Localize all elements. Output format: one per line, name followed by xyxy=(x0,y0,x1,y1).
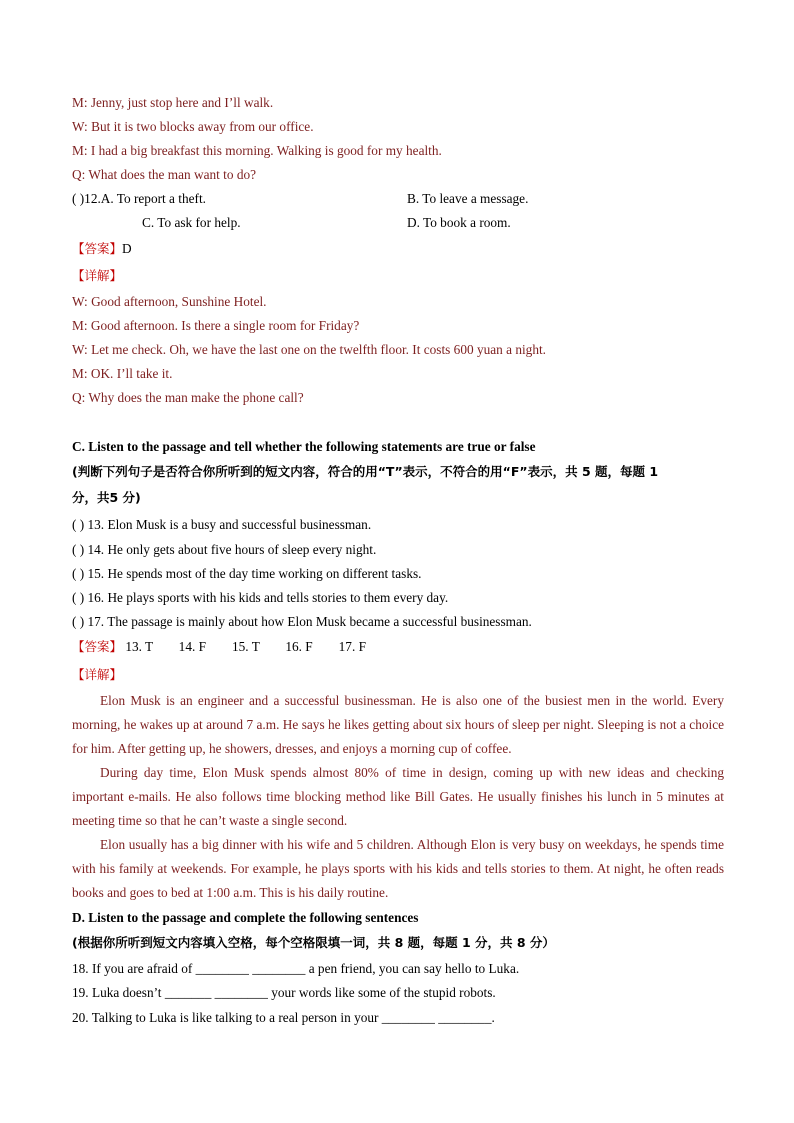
detail-tag-c: 【详解】 xyxy=(72,667,123,682)
section-d-title: D. Listen to the passage and complete the following sentences xyxy=(72,910,419,925)
statement-14: ( ) 14. He only gets about five hours of sleep every night. xyxy=(72,542,377,557)
q12-option-c: C. To ask for help. xyxy=(142,215,241,230)
statement-15: ( ) 15. He spends most of the day time working on different tasks. xyxy=(72,566,422,581)
statement-17: ( ) 17. The passage is mainly about how Elon Musk became a successful businessman. xyxy=(72,614,532,629)
answers-13-17 xyxy=(72,639,366,655)
q12-stem-option-a: ( )12.A. To report a theft. xyxy=(72,191,206,206)
dialog2-line-1: W: Good afternoon, Sunshine Hotel. xyxy=(72,294,267,309)
section-c-title: C. Listen to the passage and tell whether the following statements are true or false xyxy=(72,439,536,454)
dialog2-line-2: M: Good afternoon. Is there a single room for Friday? xyxy=(72,318,360,333)
dialog2-line-3: W: Let me check. Oh, we have the last one on the twelfth floor. It costs 600 yuan a night. xyxy=(72,342,546,357)
dialog2-question: Q: Why does the man make the phone call? xyxy=(72,390,304,405)
answer-tag: 【答案】 xyxy=(72,241,123,256)
dialog2-line-4: M: OK. I’ll take it. xyxy=(72,366,173,381)
section-c-instructions-2: 分，共5 分) xyxy=(72,490,141,505)
detail-tag: 【详解】 xyxy=(72,268,123,283)
section-d-instructions: (根据你所听到短文内容填入空格，每个空格限填一词，共 8 题，每题 1 分，共 8 分） xyxy=(72,935,555,950)
sentence-19: 19. Luka doesn’t _______ ________ your words like some of the stupid robots. xyxy=(72,985,496,1000)
answer-15: 15. T xyxy=(232,639,260,654)
answer-16: 16. F xyxy=(285,639,313,654)
dialog1-line-1: M: Jenny, just stop here and I’ll walk. xyxy=(72,95,274,110)
dialog1-line-3: M: I had a big breakfast this morning. Walking is good for my health. xyxy=(72,143,442,158)
statement-13: ( ) 13. Elon Musk is a busy and successful businessman. xyxy=(72,517,372,532)
sentence-18: 18. If you are afraid of ________ ________ a pen friend, you can say hello to Luka. xyxy=(72,961,520,976)
q12-option-d: D. To book a room. xyxy=(407,215,511,230)
answer-17: 17. F xyxy=(338,639,366,654)
answer-12 xyxy=(72,241,132,257)
passage-paragraph-2: During day time, Elon Musk spends almost 80% of time in design, coming up with new ideas and checking important e-mails. He also follows time blocking method like Bill Gates. He usually finishes his lunch in 5 minutes at meeting time so that he can’t waste a single second. xyxy=(72,765,724,829)
answer-13: 13. T xyxy=(125,639,154,654)
statement-16: ( ) 16. He plays sports with his kids and tells stories to them every day. xyxy=(72,590,449,605)
answer-value: D xyxy=(122,241,132,256)
answer-tag: 【答案】 xyxy=(72,639,123,654)
dialog1-line-2: W: But it is two blocks away from our office. xyxy=(72,119,314,134)
dialog1-question: Q: What does the man want to do? xyxy=(72,167,257,182)
q12-option-b: B. To leave a message. xyxy=(407,191,529,206)
passage-paragraph-1: Elon Musk is an engineer and a successful businessman. He is also one of the busiest men in the world. Every morning, he wakes up at around 7 a.m. He says he likes getting about six hours of sleep per night. Sleeping is not a choice for him. After getting up, he showers, dresses, and enjoys a morning cup of coffee. xyxy=(72,693,724,757)
answer-14: 14. F xyxy=(178,639,207,654)
section-c-instructions-1: (判断下列句子是否符合你所听到的短文内容，符合的用“T”表示，不符合的用“F”表示，共 5 题，每题 1 xyxy=(72,464,659,479)
passage-paragraph-3: Elon usually has a big dinner with his wife and 5 children. Although Elon is very busy on weekdays, he spends time with his family at weekends. For example, he plays sports with his kids and tells stories to them. At night, he often reads books and goes to bed at 1:00 a.m. This is his daily routine. xyxy=(72,837,724,901)
sentence-20: 20. Talking to Luka is like talking to a real person in your ________ ________. xyxy=(72,1010,495,1025)
